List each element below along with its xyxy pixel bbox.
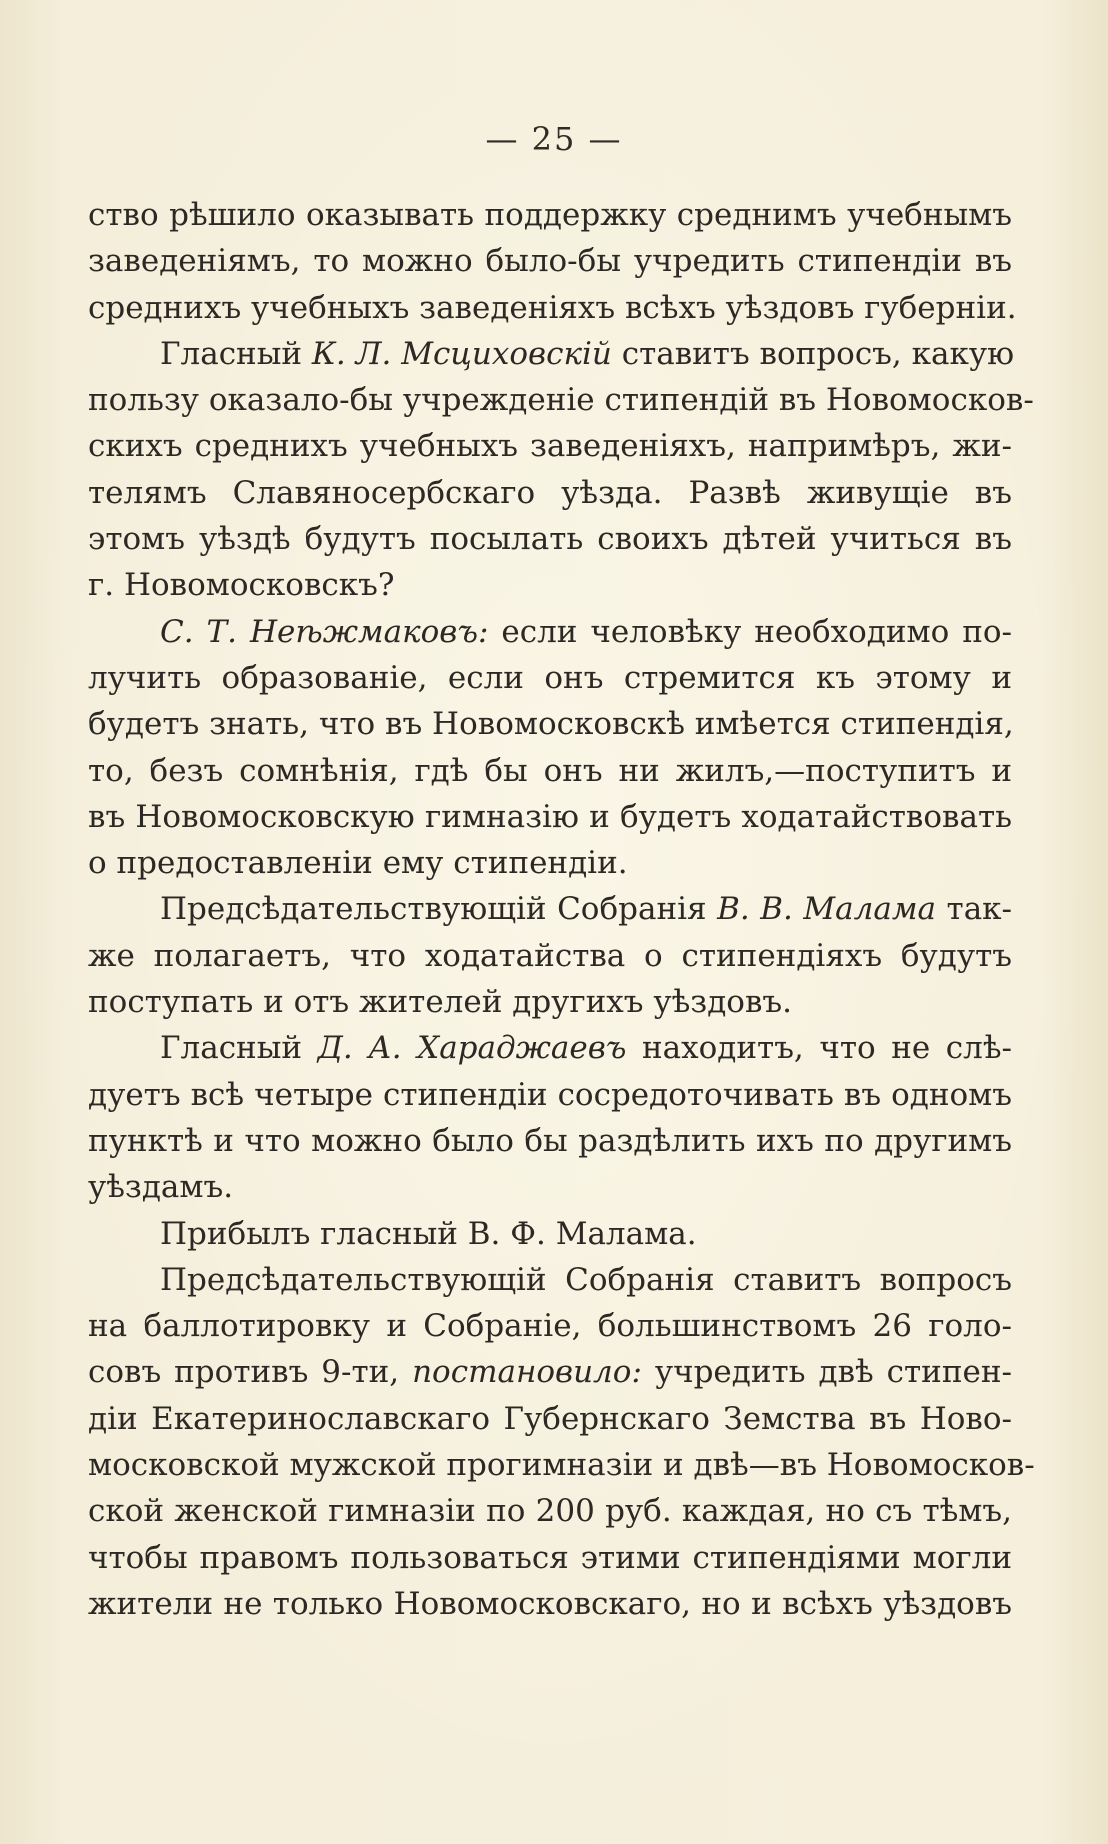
text-line: среднихъ учебныхъ заведеніяхъ всѣхъ уѣздовъ губерніи. (88, 289, 1017, 326)
text-line: же полагаетъ, что ходатайства о стипендіяхъ будутъ (88, 937, 1012, 974)
paragraph-lead: Предсѣдательствующій Собранія (160, 891, 707, 928)
speaker-name: В. В. Малама (717, 891, 937, 928)
text-line: скихъ среднихъ учебныхъ заведеніяхъ, напримѣръ, жи- (88, 428, 1012, 465)
text-line: діи Екатеринославскаго Губернскаго Земства въ Ново- (88, 1400, 1012, 1437)
page-number: — 25 — (485, 120, 623, 158)
paragraph-text: находитъ, что не слѣ- (642, 1030, 1012, 1067)
text-line: Прибылъ гласный В. Ф. Малама. (160, 1215, 697, 1252)
text-line: пунктѣ и что можно было бы раздѣлить ихъ по другимъ (88, 1122, 1012, 1159)
text-line: жители не только Новомосковскаго, но и всѣхъ уѣздовъ (88, 1585, 1012, 1622)
text-line: въ Новомосковскую гимназію и будетъ ходатайствовать (88, 798, 1012, 835)
paragraph-text: так- (946, 891, 1013, 928)
text-line: телямъ Славяносербскаго уѣзда. Развѣ живущіе въ (88, 474, 1012, 511)
paragraph-text: если человѣку необходимо по- (501, 613, 1013, 650)
text-line: Предсѣдательствующій Собранія ставитъ вопросъ (160, 1261, 1012, 1298)
paragraph-4 (88, 886, 1012, 1025)
text-line (88, 609, 1012, 655)
text-line: поступать и отъ жителей другихъ уѣздовъ. (88, 984, 792, 1021)
paragraph-5 (88, 1025, 1012, 1210)
speaker-name: К. Л. Мсциховскій (311, 335, 612, 372)
text-line: на баллотировку и Собраніе, большинствомъ 26 голо- (88, 1308, 1012, 1345)
paragraph-2 (88, 331, 1034, 609)
text-line: пользу оказало-бы учрежденіе стипендій въ Новомосков- (88, 382, 1034, 419)
text-line: чтобы правомъ пользоваться этими стипендіями могли (88, 1539, 1012, 1576)
text-line (88, 1349, 1012, 1395)
text-line: лучить образованіе, если онъ стремится къ этому и (88, 659, 1012, 696)
resolution-term: постановило: (412, 1354, 642, 1391)
text-line (88, 331, 1015, 377)
paragraph-3 (88, 609, 1012, 887)
paragraph-lead: Гласный (160, 335, 303, 372)
paragraph-text: учредить двѣ стипен- (654, 1354, 1012, 1391)
text-line: то, безъ сомнѣнія, гдѣ бы онъ ни жилъ,—поступитъ и (88, 752, 1012, 789)
text-line: ство рѣшило оказывать поддержку среднимъ учебнымъ (88, 197, 1012, 233)
text-line: уѣздамъ. (88, 1169, 234, 1206)
speaker-name: Д. А. Хараджаевъ (317, 1030, 627, 1067)
text-line: дуетъ всѣ четыре стипендіи сосредоточивать въ одномъ (88, 1076, 1012, 1113)
text-line: ской женской гимназіи по 200 руб. каждая, но съ тѣмъ, (88, 1493, 1012, 1530)
text-line (88, 886, 1012, 932)
text-line (88, 1025, 1012, 1071)
paragraph-6 (88, 1211, 1012, 1257)
paragraph-7 (88, 1257, 1035, 1627)
text-line: будетъ знать, что въ Новомосковскѣ имѣется стипендія, (88, 706, 1014, 743)
text-line: московской мужской прогимназіи и двѣ—въ Новомосков- (88, 1447, 1035, 1484)
paragraph-1 (88, 192, 1017, 331)
paragraph-lead: Гласный (160, 1030, 303, 1067)
body-text (88, 192, 1035, 1627)
text-line: о предоставленіи ему стипендіи. (88, 845, 628, 882)
paragraph-text: ставитъ вопросъ, какую (621, 335, 1015, 372)
text-line: заведеніямъ, то можно было-бы учредить стипендіи въ (88, 243, 1012, 280)
paragraph-text: совъ противъ 9-ти, (88, 1354, 400, 1391)
text-line: г. Новомосковскъ? (88, 567, 395, 604)
speaker-name: С. Т. Неѣжмаковъ: (160, 613, 489, 650)
text-line: этомъ уѣздѣ будутъ посылать своихъ дѣтей учиться въ (88, 521, 1012, 558)
